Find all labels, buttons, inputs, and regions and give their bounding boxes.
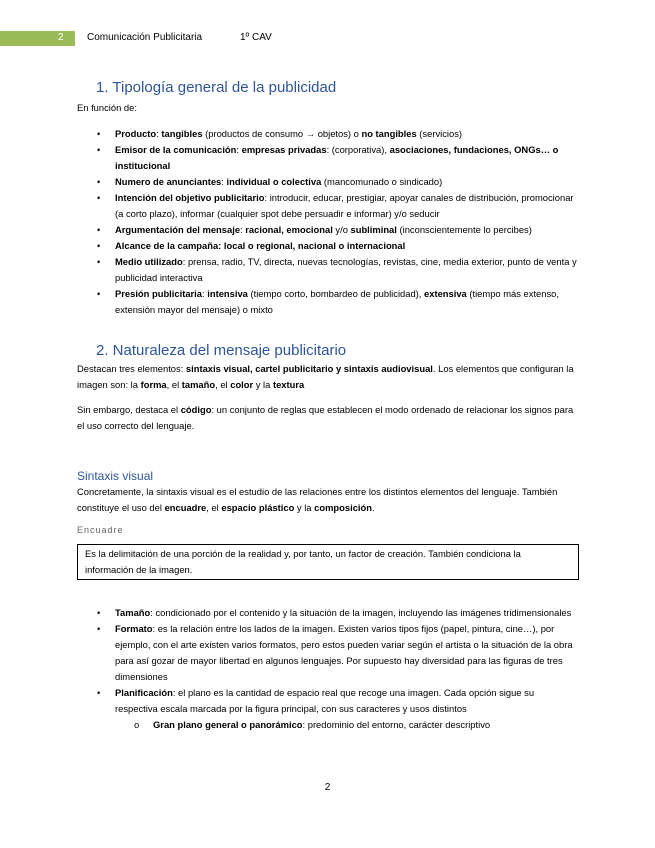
section-1-title: 1. Tipología general de la publicidad [96, 79, 337, 96]
header-course: 1º CAV [240, 32, 272, 43]
list-item: • Medio utilizado: prensa, radio, TV, directa, nuevas tecnologías, revistas, cine, media exterior, punto de venta y publicidad interactiva [77, 254, 577, 286]
header-title: Comunicación Publicitaria [87, 32, 203, 43]
typology-list [77, 126, 577, 318]
sintaxis-visual-title: Sintaxis visual [77, 469, 154, 483]
section-2-title: 2. Naturaleza del mensaje publicitario [96, 342, 347, 359]
sintaxis-paragraph: Concretamente, la sintaxis visual es el estudio de las relaciones entre los distintos elementos del lenguaje. También constituye el uso del encuadre, el espacio plástico y la composición. [77, 486, 558, 513]
list-item: • Argumentación del mensaje: racional, emocional y/o subliminal (inconscientemente lo percibes) [77, 222, 577, 238]
list-item: • Intención del objetivo publicitario: introducir, educar, prestigiar, apoyar canales de distribución, promocionar (a corto plazo), informar (cualquier spot debe persuadir e informar) y/o seducir [77, 190, 577, 222]
page-footer-number: 2 [324, 782, 331, 793]
encuadre-list [77, 605, 577, 733]
planificacion-sublist [77, 717, 577, 733]
sub-list-item: o Gran plano general o panorámico: predominio del entorno, carácter descriptivo [77, 717, 577, 733]
encuadre-heading: Encuadre [77, 525, 124, 535]
definition-box: Es la delimitación de una porción de la realidad y, por tanto, un factor de creación. También condiciona la información de la imagen. [77, 544, 579, 580]
list-item: • Alcance de la campaña: local o regional, nacional o internacional [77, 238, 577, 254]
document-body [77, 78, 577, 733]
section-1-intro: En función de: [77, 102, 137, 113]
list-item: • Tamaño: condicionado por el contenido y la situación de la imagen, incluyendo las imágenes tridimensionales [77, 605, 577, 621]
list-item: • Producto: tangibles (productos de consumo → objetos) o no tangibles (servicios) [77, 126, 577, 142]
list-item: • Presión publicitaria: intensiva (tiempo corto, bombardeo de publicidad), extensiva (tiempo más extenso, extensión mayor del mensaje) o mixto [77, 286, 577, 318]
list-item: • Numero de anunciantes: individual o colectiva (mancomunado o sindicado) [77, 174, 577, 190]
page-header [0, 31, 655, 46]
header-page-number: 2 [58, 32, 64, 43]
list-item: • Formato: es la relación entre los lados de la imagen. Existen varios tipos fijos (papel, pintura, cine…), por ejemplo, con el arte existen varios formatos, pero estos pueden variar según el artista o la situación de la obra para así gozar de mayor libertad en algunos lenguajes. Por supuesto hay diversidad para las figuras de tres dimensiones [77, 621, 577, 685]
section-2-paragraph-2: Sin embargo, destaca el código: un conjunto de reglas que establecen el modo ordenado de relacionar los signos para el uso correcto del lenguaje. [77, 404, 574, 431]
list-item: • Planificación: el plano es la cantidad de espacio real que recoge una imagen. Cada opción sigue su respectiva escala marcada por la figura principal, con sus caracteres y usos distintos o Gran plano general o panorámico: predominio del entorno, carácter descriptivo [77, 685, 577, 733]
list-item: • Emisor de la comunicación: empresas privadas: (corporativa), asociaciones, fundaciones, ONGs… o institucional [77, 142, 577, 174]
section-2-paragraph-1: Destacan tres elementos: sintaxis visual, cartel publicitario y sintaxis audiovisual. Los elementos que configuran la imagen son: la forma, el tamaño, el color y la textura [77, 363, 574, 390]
